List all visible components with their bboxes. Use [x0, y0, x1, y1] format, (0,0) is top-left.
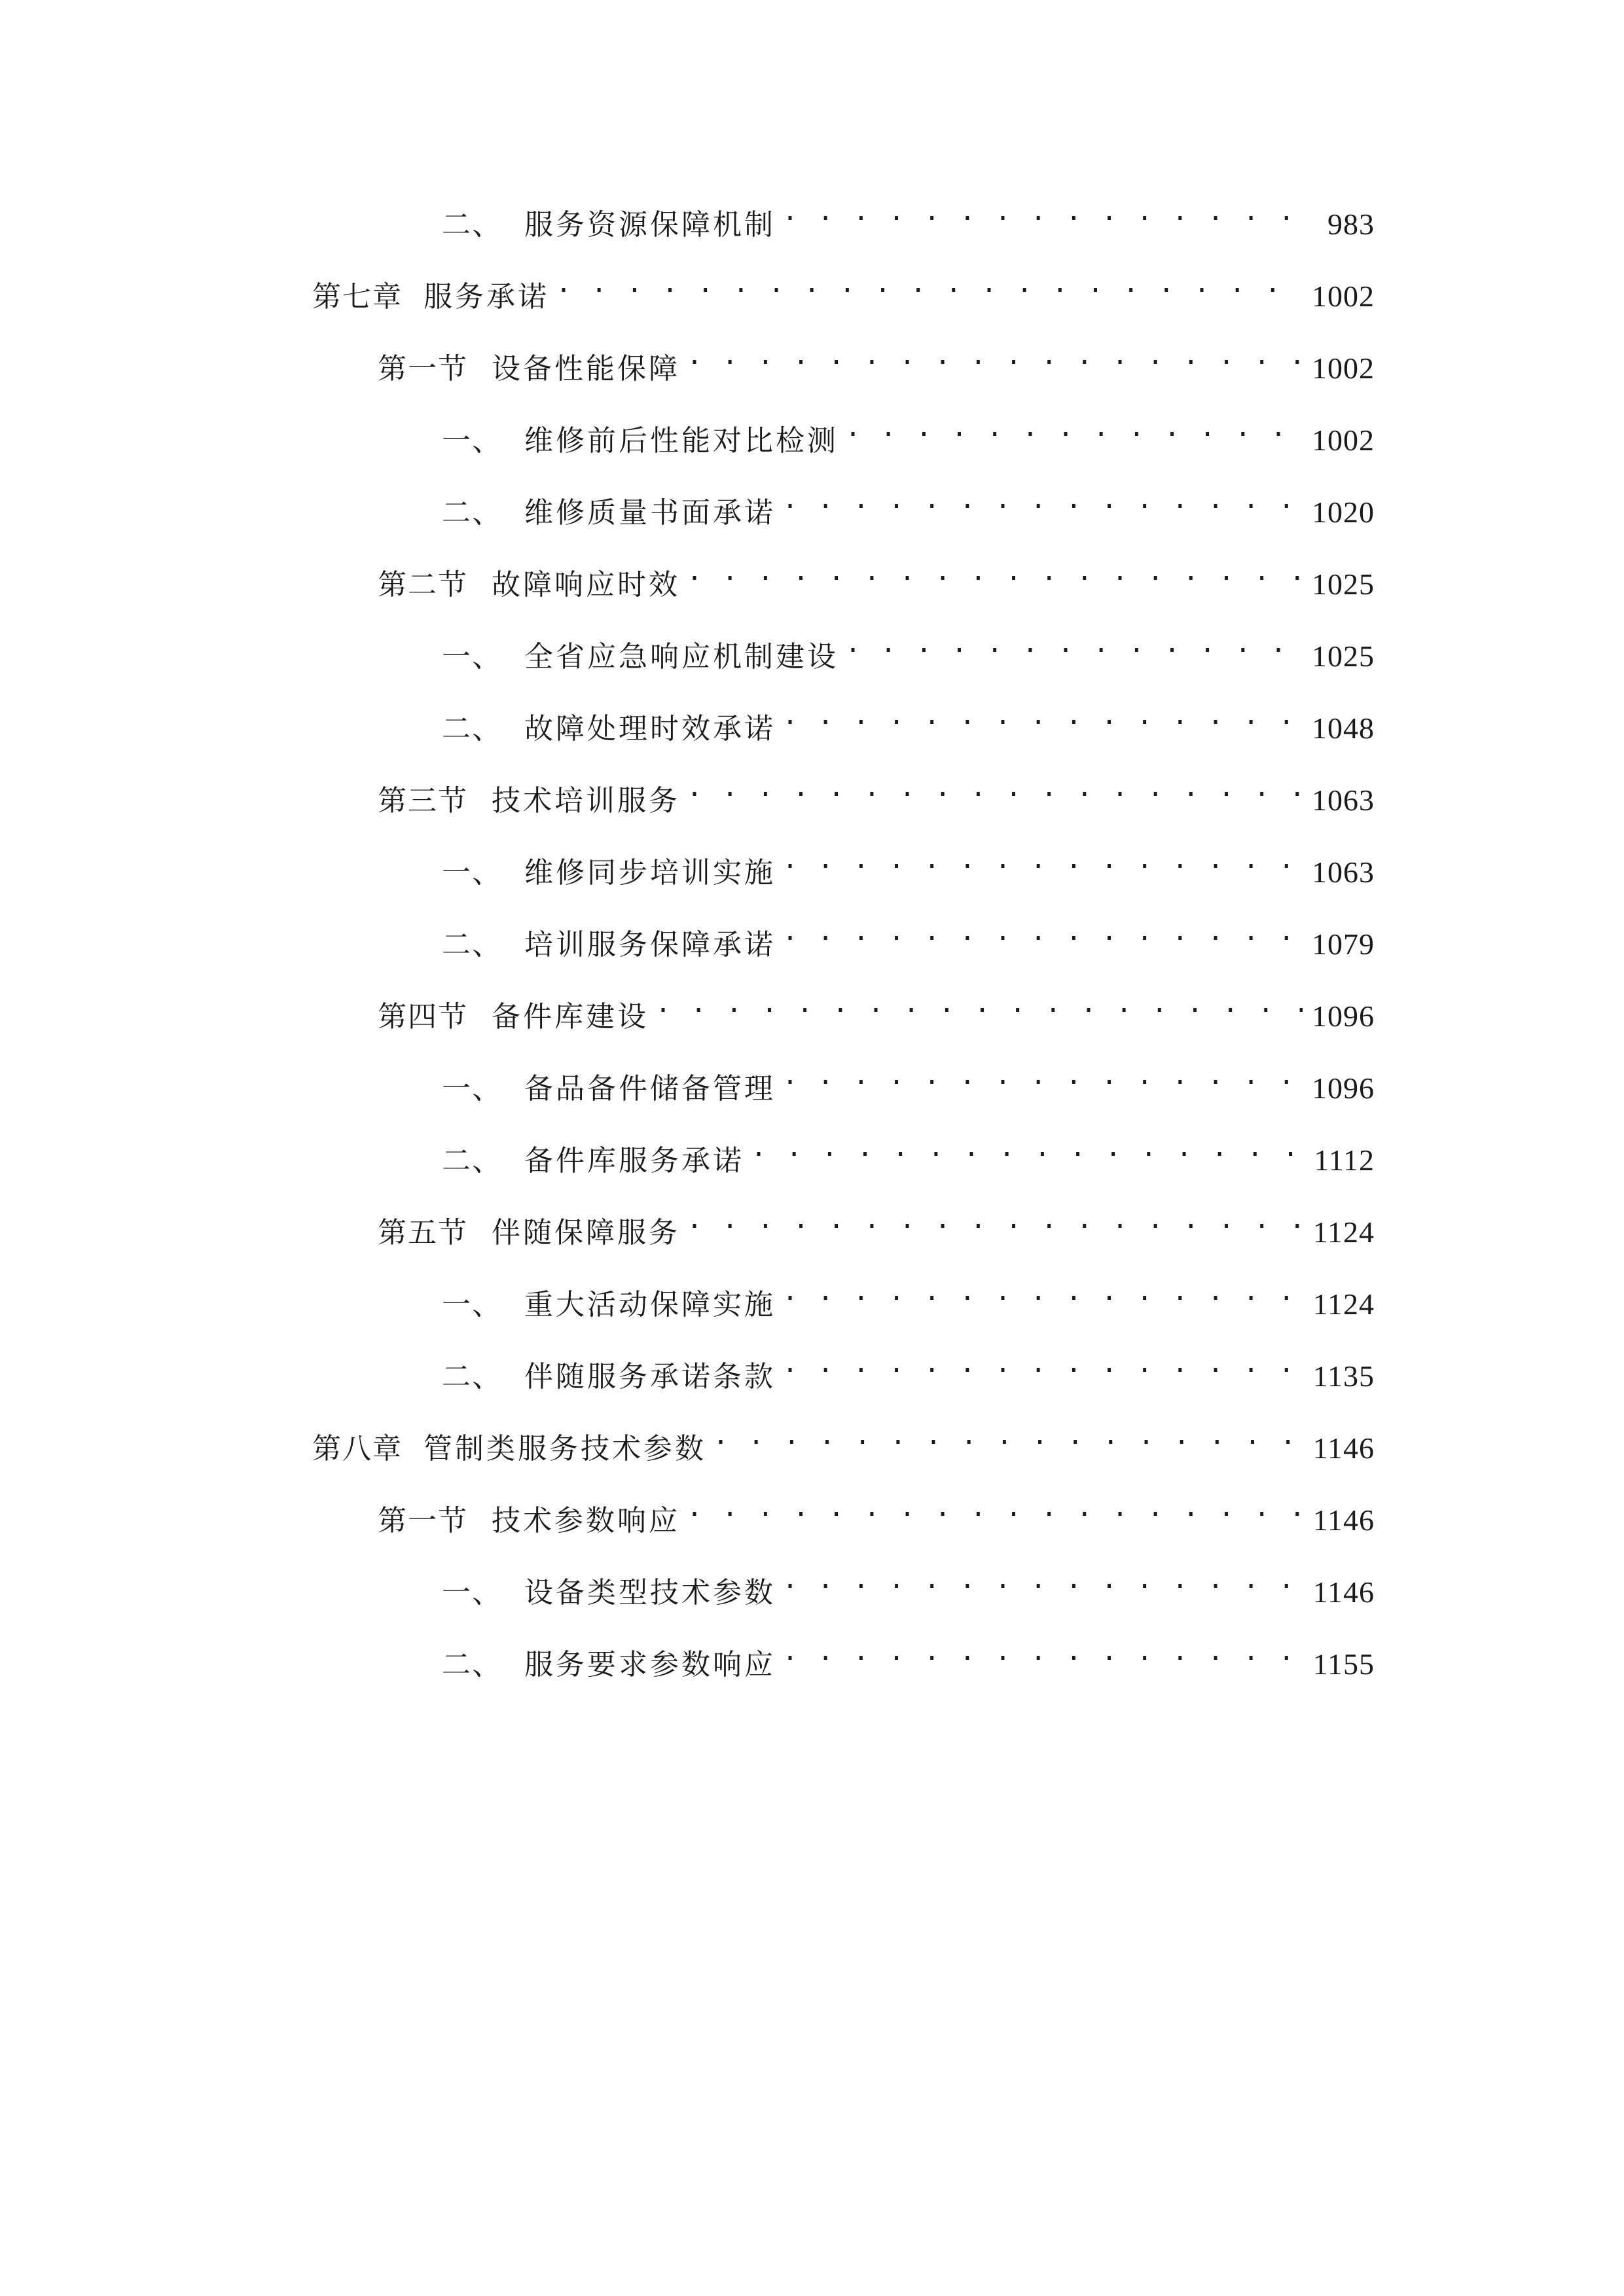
entry-title: 技术参数响应: [492, 1504, 680, 1537]
toc-entry[interactable]: [378, 332, 1375, 386]
entry-number: 一、: [442, 424, 502, 457]
dot-leader: [687, 1484, 1304, 1530]
entry-number: 二、: [442, 1360, 502, 1393]
entry-number: 一、: [442, 1576, 502, 1609]
entry-number: 二、: [442, 496, 502, 529]
dot-leader: [782, 1340, 1304, 1386]
toc-entry[interactable]: [378, 764, 1375, 817]
toc-entry[interactable]: [442, 476, 1375, 529]
toc-entry[interactable]: [442, 404, 1375, 457]
entry-number: 二、: [442, 1648, 502, 1681]
entry-number: 第八章: [312, 1432, 403, 1465]
entry-number: 一、: [442, 856, 502, 889]
toc-entry[interactable]: [378, 548, 1375, 601]
entry-title: 维修同步培训实施: [524, 856, 776, 889]
dot-leader: [782, 908, 1303, 954]
entry-title: 备件库建设: [492, 1000, 649, 1033]
toc-entry[interactable]: [442, 1340, 1375, 1393]
entry-number: 第五节: [378, 1216, 468, 1249]
toc-entry[interactable]: [442, 1268, 1375, 1321]
dot-leader: [782, 1628, 1304, 1674]
toc-entry[interactable]: [312, 1412, 1375, 1465]
entry-number: 二、: [442, 928, 502, 961]
entry-number: 一、: [442, 1072, 502, 1105]
dot-leader: [782, 836, 1303, 882]
toc-entry[interactable]: [442, 1628, 1375, 1681]
dot-leader: [782, 1556, 1304, 1602]
dot-leader: [556, 260, 1303, 306]
entry-number: 第一节: [378, 352, 468, 386]
entry-title: 伴随保障服务: [492, 1216, 680, 1249]
dot-leader: [782, 188, 1318, 234]
entry-page-number: 1146: [1304, 1570, 1375, 1615]
toc-entry[interactable]: [442, 620, 1375, 673]
entry-title: 服务要求参数响应: [524, 1648, 776, 1681]
entry-title: 故障处理时效承诺: [524, 712, 776, 745]
entry-page-number: 983: [1318, 202, 1375, 247]
dot-leader: [655, 980, 1303, 1026]
entry-title: 全省应急响应机制建设: [524, 640, 839, 673]
entry-title: 管制类服务技术参数: [424, 1432, 706, 1465]
entry-page-number: 1124: [1304, 1210, 1375, 1255]
entry-number: 一、: [442, 640, 502, 673]
dot-leader: [687, 548, 1303, 594]
toc-entry[interactable]: [442, 1556, 1375, 1609]
entry-page-number: 1112: [1305, 1138, 1375, 1183]
entry-number: 二、: [442, 712, 502, 745]
entry-page-number: 1096: [1303, 994, 1375, 1039]
entry-title: 重大活动保障实施: [524, 1288, 776, 1321]
entry-page-number: 1002: [1303, 274, 1375, 319]
entry-page-number: 1063: [1303, 850, 1375, 895]
entry-number: 第七章: [312, 280, 403, 314]
entry-page-number: 1146: [1304, 1498, 1375, 1543]
entry-title: 备品备件储备管理: [524, 1072, 776, 1105]
entry-page-number: 1048: [1303, 706, 1375, 751]
entry-title: 备件库服务承诺: [524, 1144, 744, 1177]
entry-title: 服务资源保障机制: [524, 208, 776, 242]
entry-title: 设备类型技术参数: [524, 1576, 776, 1609]
toc-entry[interactable]: [442, 908, 1375, 961]
entry-page-number: 1146: [1304, 1426, 1375, 1471]
toc-entry[interactable]: [442, 836, 1375, 889]
entry-title: 设备性能保障: [492, 352, 680, 386]
dot-leader: [687, 1196, 1304, 1242]
dot-leader: [751, 1124, 1305, 1170]
dot-leader: [845, 620, 1303, 666]
entry-page-number: 1020: [1303, 490, 1375, 535]
entry-number: 第一节: [378, 1504, 468, 1537]
toc-entry[interactable]: [442, 1052, 1375, 1105]
entry-title: 伴随服务承诺条款: [524, 1360, 776, 1393]
dot-leader: [782, 476, 1303, 522]
entry-number: 第三节: [378, 784, 468, 817]
toc-entry[interactable]: [442, 188, 1375, 242]
dot-leader: [687, 332, 1303, 378]
toc-entry[interactable]: [312, 260, 1375, 314]
entry-page-number: 1025: [1303, 562, 1375, 607]
toc-entry[interactable]: [378, 1484, 1375, 1537]
entry-page-number: 1135: [1304, 1354, 1375, 1399]
toc-entry[interactable]: [378, 1196, 1375, 1249]
entry-number: 一、: [442, 1288, 502, 1321]
entry-page-number: 1063: [1303, 778, 1375, 823]
toc-entry[interactable]: [442, 1124, 1375, 1177]
entry-number: 第四节: [378, 1000, 468, 1033]
entry-page-number: 1002: [1303, 418, 1375, 463]
toc-entry[interactable]: [442, 692, 1375, 745]
entry-title: 维修前后性能对比检测: [524, 424, 839, 457]
dot-leader: [845, 404, 1303, 450]
toc-entry[interactable]: [378, 980, 1375, 1033]
dot-leader: [713, 1412, 1304, 1458]
entry-title: 故障响应时效: [492, 568, 680, 601]
entry-page-number: 1079: [1303, 922, 1375, 967]
entry-title: 服务承诺: [424, 280, 549, 314]
entry-page-number: 1096: [1303, 1066, 1375, 1111]
dot-leader: [782, 692, 1303, 738]
entry-page-number: 1155: [1304, 1641, 1375, 1687]
entry-number: 二、: [442, 208, 502, 242]
dot-leader: [687, 764, 1303, 810]
entry-number: 二、: [442, 1144, 502, 1177]
dot-leader: [782, 1268, 1304, 1314]
entry-title: 技术培训服务: [492, 784, 680, 817]
entry-title: 维修质量书面承诺: [524, 496, 776, 529]
entry-number: 第二节: [378, 568, 468, 601]
entry-page-number: 1002: [1303, 346, 1375, 391]
entry-page-number: 1025: [1303, 634, 1375, 679]
entry-title: 培训服务保障承诺: [524, 928, 776, 961]
dot-leader: [782, 1052, 1303, 1098]
entry-page-number: 1124: [1304, 1282, 1375, 1327]
